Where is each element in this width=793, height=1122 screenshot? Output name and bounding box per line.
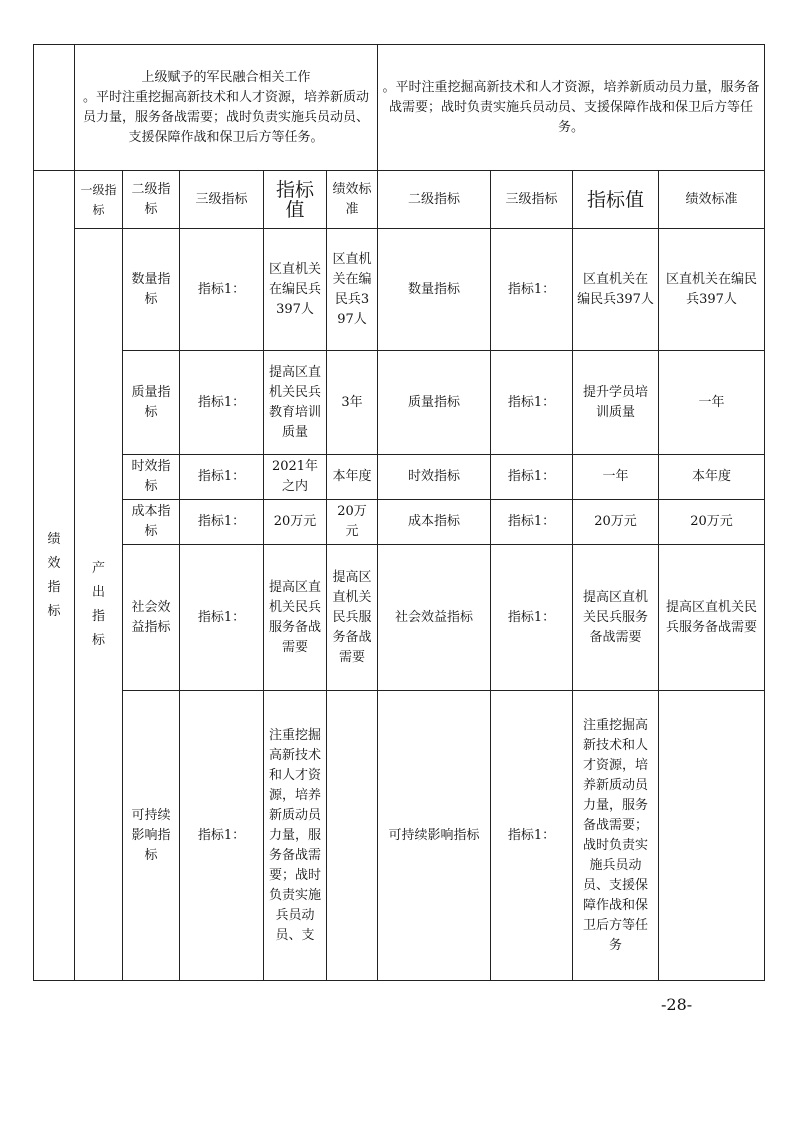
row-standard-right: 区直机关在编民兵397人 xyxy=(659,229,765,351)
row-level3-right: 指标1： xyxy=(491,545,573,691)
row-value-right: 区直机关在编民兵397人 xyxy=(573,229,659,351)
row-standard: 20万元 xyxy=(327,500,378,545)
row-standard-right xyxy=(659,691,765,981)
table-row xyxy=(34,500,765,545)
row-standard-right: 提高区直机关民兵服务备战需要 xyxy=(659,545,765,691)
row-standard-right: 一年 xyxy=(659,351,765,455)
continued-left-text: 上级赋予的军民融合相关工作 。平时注重挖掘高新技术和人才资源，培养新质动员力量，服务备战需要；战时负责实施兵员动员、支援保障作战和保卫后方等任务。 xyxy=(75,45,378,171)
row-value-right: 提升学员培训质量 xyxy=(573,351,659,455)
table-row xyxy=(34,545,765,691)
row-level2: 社会效益指标 xyxy=(123,545,180,691)
row-value-right: 注重挖掘高新技术和人才资源，培养新质动员力量，服务备战需要；战时负责实施兵员动员、支援保障作战和保卫后方等任务 xyxy=(573,691,659,981)
row-standard-right: 本年度 xyxy=(659,455,765,500)
header-row xyxy=(34,171,765,229)
continued-blank-cell xyxy=(34,45,75,171)
row-level2: 质量指标 xyxy=(123,351,180,455)
table-row xyxy=(34,455,765,500)
row-level3-right: 指标1： xyxy=(491,691,573,981)
row-value-right: 提高区直机关民兵服务备战需要 xyxy=(573,545,659,691)
header-level1: 一级指标 xyxy=(75,171,123,229)
row-value: 2021年之内 xyxy=(264,455,327,500)
row-level3-right: 指标1： xyxy=(491,455,573,500)
header-value: 指标值 xyxy=(264,171,327,229)
header-level3: 三级指标 xyxy=(180,171,264,229)
row-level2: 时效指标 xyxy=(123,455,180,500)
row-standard: 本年度 xyxy=(327,455,378,500)
row-standard xyxy=(327,691,378,981)
row-value: 20万元 xyxy=(264,500,327,545)
row-standard-right: 20万元 xyxy=(659,500,765,545)
header-standard-right: 绩效标准 xyxy=(659,171,765,229)
row-standard: 提高区直机关民兵服务备战需要 xyxy=(327,545,378,691)
row-level3: 指标1： xyxy=(180,229,264,351)
header-standard: 绩效标准 xyxy=(327,171,378,229)
row-level3: 指标1： xyxy=(180,351,264,455)
row-level2-right: 时效指标 xyxy=(378,455,491,500)
table-row xyxy=(34,351,765,455)
header-level3-right: 三级指标 xyxy=(491,171,573,229)
row-value: 注重挖掘高新技术和人才资源，培养新质动员力量，服务备战需要；战时负责实施兵员动员、支 xyxy=(264,691,327,981)
row-level2-right: 社会效益指标 xyxy=(378,545,491,691)
page-number: -28- xyxy=(661,995,693,1014)
row-level2-right: 可持续影响指标 xyxy=(378,691,491,981)
header-value-right: 指标值 xyxy=(573,171,659,229)
output-label: 产出指标 xyxy=(91,560,105,648)
table-row xyxy=(34,691,765,981)
row-level2: 数量指标 xyxy=(123,229,180,351)
table-row xyxy=(34,229,765,351)
row-level2-right: 数量指标 xyxy=(378,229,491,351)
row-standard: 3年 xyxy=(327,351,378,455)
continued-row xyxy=(34,45,765,171)
header-level2: 二级指标 xyxy=(123,171,180,229)
level1-output-cell xyxy=(75,229,123,981)
row-standard: 区直机关在编民兵397人 xyxy=(327,229,378,351)
row-level2-right: 成本指标 xyxy=(378,500,491,545)
header-level2-right: 二级指标 xyxy=(378,171,491,229)
row-level3: 指标1： xyxy=(180,545,264,691)
row-level2: 可持续影响指标 xyxy=(123,691,180,981)
performance-table xyxy=(33,44,765,981)
row-level2-right: 质量指标 xyxy=(378,351,491,455)
row-level3: 指标1： xyxy=(180,455,264,500)
row-value-right: 20万元 xyxy=(573,500,659,545)
row-value: 提高区直机关民兵教育培训质量 xyxy=(264,351,327,455)
row-level3: 指标1： xyxy=(180,500,264,545)
row-level3-right: 指标1： xyxy=(491,229,573,351)
row-level2: 成本指标 xyxy=(123,500,180,545)
level1-perf-cell xyxy=(34,171,75,981)
row-level3-right: 指标1： xyxy=(491,500,573,545)
row-level3: 指标1： xyxy=(180,691,264,981)
row-level3-right: 指标1： xyxy=(491,351,573,455)
continued-right-text: 。平时注重挖掘高新技术和人才资源，培养新质动员力量，服务备战需要；战时负责实施兵员动员、支援保障作战和保卫后方等任务。 xyxy=(378,45,765,171)
row-value: 提高区直机关民兵服务备战需要 xyxy=(264,545,327,691)
row-value: 区直机关在编民兵397人 xyxy=(264,229,327,351)
perf-label: 绩效指标 xyxy=(47,531,61,619)
row-value-right: 一年 xyxy=(573,455,659,500)
